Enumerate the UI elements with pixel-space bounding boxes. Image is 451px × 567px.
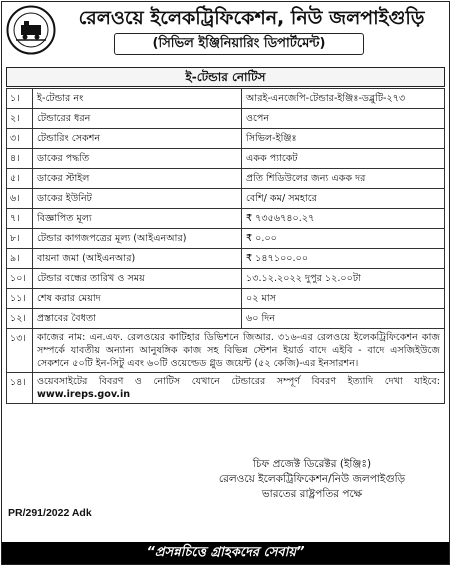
- organisation-title: রেলওয়ে ইলেকট্রিফিকেশন, নিউ জলপাইগুড়ি: [78, 7, 425, 29]
- work-name-cell: [33, 329, 445, 373]
- work-name-label: কাজের নাম:: [37, 332, 86, 343]
- table-row: [7, 269, 445, 289]
- website-cell: [33, 373, 445, 404]
- slogan-banner: “প্রসন্নচিত্তে গ্রাহকদের সেবায়”: [2, 542, 449, 564]
- department-label: (সিভিল ইঞ্জিনিয়ারিং ডিপার্টমেন্ট): [114, 33, 364, 55]
- signature-block: [187, 457, 437, 502]
- table-row: [7, 309, 445, 329]
- row-value: আরই-এনজেপি-টেন্ডার-ইঞ্জিঃ-ডব্লুটি-২৭৩: [242, 89, 445, 109]
- table-row: [7, 249, 445, 269]
- row-number: ১৩।: [7, 329, 33, 373]
- row-value: ৬০ দিন: [242, 309, 445, 329]
- row-value: বেশি/ কম/ সমহারে: [242, 189, 445, 209]
- row-number: ২।: [7, 109, 33, 129]
- table-row: [7, 289, 445, 309]
- row-label: ডাকের পদ্ধতি: [33, 149, 242, 169]
- row-value: ₹ ০.০০: [242, 229, 445, 249]
- signatory-title: চিফ প্রজেক্ট ডিরেক্টর (ইঞ্জিঃ): [252, 458, 372, 470]
- table-row: [7, 229, 445, 249]
- table-row: [7, 109, 445, 129]
- row-value: ₹ ৭৩৫৬৭৪০.২৭: [242, 209, 445, 229]
- row-label: টেন্ডার বন্ধের তারিখ ও সময়: [33, 269, 242, 289]
- row-label: ডাকের ইউনিট: [33, 189, 242, 209]
- website-text: ওয়েবসাইটের বিবরণ ও নোটিস যেখানে টেন্ডারের সম্পূর্ণ বিবরণ ইত্যাদি দেখা যাইবে:: [37, 376, 440, 387]
- notice-header: [2, 2, 449, 66]
- row-label: বায়না জমা (আইএনআর): [33, 249, 242, 269]
- row-value: ০২ মাস: [242, 289, 445, 309]
- row-number: ৬।: [7, 189, 33, 209]
- website-link[interactable]: www.ireps.gov.in: [37, 389, 131, 400]
- row-number: ১।: [7, 89, 33, 109]
- work-name-text: এন.এফ. রেলওয়ের কাটিহার ডিভিশনে জিআর. ৩১৬-এর রেলওয়ে ইলেকট্রিফিকেশন কাজ সম্পর্কে যাবতীয় অন্যান্য আনুষঙ্গিক কাজ সহ বিভিন্ন স্টেশন ইয়ার্ড বাদে এইবি - বাদে এসজিইউজে সেকশনে ৫০টি ইন-সিটু এবং ৬০টি ওয়েল্ডেড গ্লুড জয়েন্ট (৫২ কেজি)-এর ইনসারশন।: [37, 332, 440, 369]
- signatory-authority: ভারতের রাষ্ট্রপতির পক্ষে: [261, 488, 363, 500]
- notice-title: ই-টেন্ডার নোটিস: [6, 67, 445, 87]
- row-number: ১২।: [7, 309, 33, 329]
- row-value: ₹ ১৪৭১০০.০০: [242, 249, 445, 269]
- row-value: একক প্যাকেট: [242, 149, 445, 169]
- row-number: ১১।: [7, 289, 33, 309]
- row-number: ৯।: [7, 249, 33, 269]
- row-label: টেন্ডারের ধরন: [33, 109, 242, 129]
- indian-railways-emblem-icon: [6, 5, 56, 55]
- table-row: [7, 169, 445, 189]
- row-label: প্রস্তাবের বৈধতা: [33, 309, 242, 329]
- row-label: টেন্ডার কাগজপত্রের মূল্য (আইএনআর): [33, 229, 242, 249]
- table-row: [7, 209, 445, 229]
- table-row-work-name: [7, 329, 445, 373]
- row-number: ৭।: [7, 209, 33, 229]
- row-number: ৮।: [7, 229, 33, 249]
- table-row-website: [7, 373, 445, 404]
- row-number: ১০।: [7, 269, 33, 289]
- table-row: [7, 149, 445, 169]
- table-row: [7, 189, 445, 209]
- row-value: ওপেন: [242, 109, 445, 129]
- row-value: সিভিল-ইঞ্জিঃ: [242, 129, 445, 149]
- row-label: শেষ করার মেয়াদ: [33, 289, 242, 309]
- row-label: বিজ্ঞাপিত মূল্য: [33, 209, 242, 229]
- table-row: [7, 129, 445, 149]
- row-label: টেন্ডারিং সেকশন: [33, 129, 242, 149]
- row-number: ৫।: [7, 169, 33, 189]
- row-number: ৩।: [7, 129, 33, 149]
- tender-notice: [1, 1, 450, 565]
- row-number: ৪।: [7, 149, 33, 169]
- reference-number: PR/291/2022 Adk: [8, 507, 92, 519]
- row-value: ১৩.১২.২০২২ দুপুর ১২.০০টা: [242, 269, 445, 289]
- row-label: ই-টেন্ডার নং: [33, 89, 242, 109]
- row-value: প্রতি শিডিউলের জন্য একক দর: [242, 169, 445, 189]
- row-label: ডাকের স্টাইল: [33, 169, 242, 189]
- tender-details-table: [6, 88, 445, 404]
- table-row: [7, 89, 445, 109]
- signatory-office: রেলওয়ে ইলেকট্রিফিকেশন/নিউ জলপাইগুড়ি: [218, 473, 406, 485]
- row-number: ১৪।: [7, 373, 33, 404]
